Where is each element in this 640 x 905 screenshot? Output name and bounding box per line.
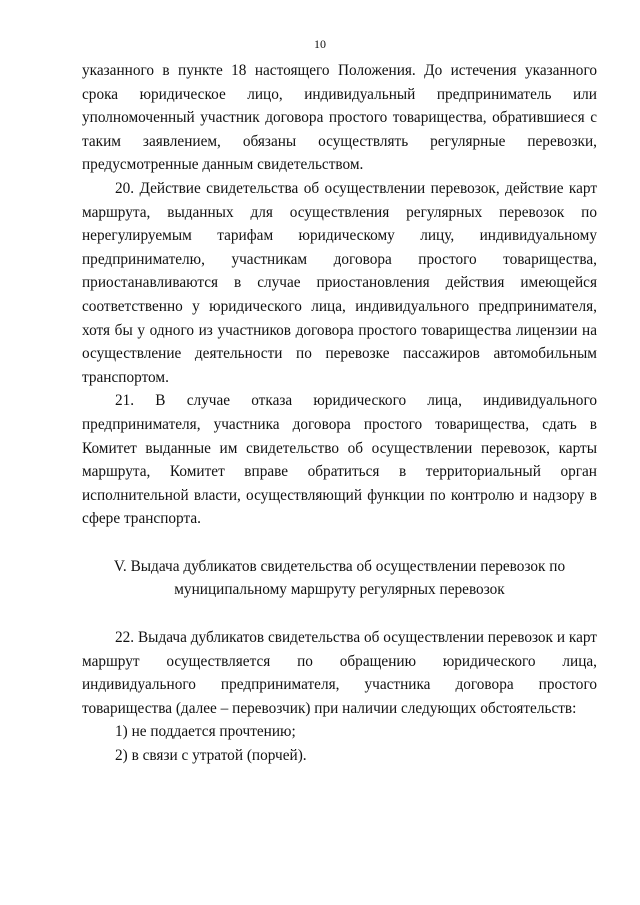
document-body [82, 59, 597, 768]
page-number: 10 [314, 37, 326, 51]
list-item-2: 2) в связи с утратой (порчей). [115, 747, 307, 765]
paragraph-22: 22. Выдача дубликатов свидетельства об осуществлении перевозок и карт маршрут осуществляется по обращению юридического лица, индивидуального предпринимателя, участника договора простого товарищества (далее – перевозчик) при наличии следующих обстоятельств: [82, 629, 597, 717]
paragraph-21: 21. В случае отказа юридического лица, индивидуального предпринимателя, участника договора простого товарищества, сдать в Комитет выданные им свидетельство об осуществлении перевозок, карты маршрута, Комитет вправе обратиться в территориальный орган исполнительной власти, осуществляющий функции по контролю и надзору в сфере транспорта. [82, 392, 597, 528]
section-heading-line-2: муниципальному маршруту регулярных перевозок [174, 581, 505, 599]
list-item-1: 1) не поддается прочтению; [115, 723, 296, 741]
paragraph-continuation: указанного в пункте 18 настоящего Положения. До истечения указанного срока юридическое лицо, индивидуальный предприниматель или уполномоченный участник договора простого товарищества, обратившиеся с таким заявлением, обязаны осуществлять регулярные перевозки, предусмотренные данным свидетельством. [82, 62, 597, 174]
paragraph-20: 20. Действие свидетельства об осуществлении перевозок, действие карт маршрута, выданных для осуществления регулярных перевозок по нерегулируемым тарифам юридическому лицу, индивидуальному предпринимателю, участникам договора простого товарищества, приостанавливаются в случае приостановления действия имеющейся соответственно у юридического лица, индивидуального предпринимателя, хотя бы у одного из участников договора простого товарищества лицензии на осуществление деятельности по перевозке пассажиров автомобильным транспортом. [82, 179, 597, 386]
section-heading [82, 555, 597, 602]
section-heading-line-1: V. Выдача дубликатов свидетельства об осуществлении перевозок по [113, 557, 566, 575]
